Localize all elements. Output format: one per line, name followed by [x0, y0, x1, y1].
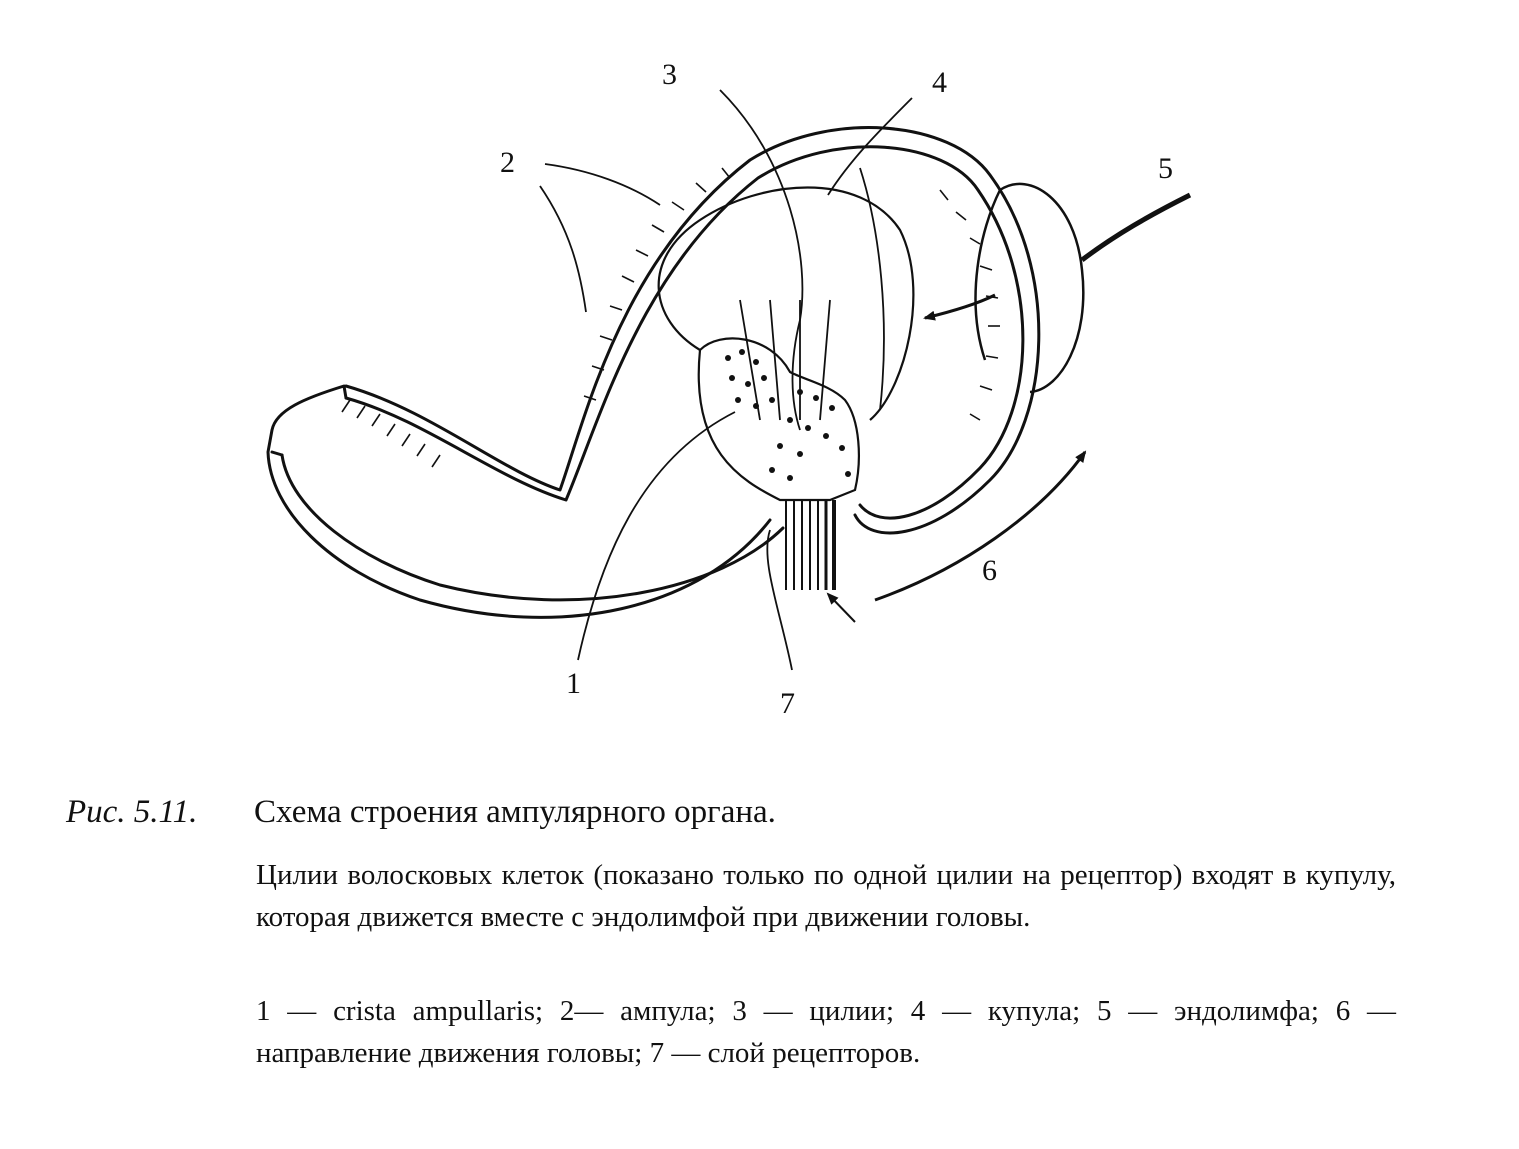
receptor-layer [786, 500, 834, 590]
caption-title: Схема строения ампулярного органа. [254, 794, 776, 830]
caption-description: Цилии волосковых клеток (показано только по одной цилии на рецептор) входят в купулу, которая движется вместе с эндолимфой при движении головы. [256, 859, 1396, 933]
caption-legend: 1 — crista ampullaris; 2— ампула; 3 — цилии; 4 — купула; 5 — эндолимфа; 6 — направление движения головы; 7 — слой рецепторов. [256, 995, 1396, 1069]
figure-caption [66, 790, 1396, 1069]
label-7: 7 [780, 687, 795, 720]
cilia [720, 90, 830, 430]
figure-label: Рис. 5.11. [66, 794, 198, 830]
label-4: 4 [932, 66, 947, 99]
label-1: 1 [566, 667, 581, 700]
cupula [659, 188, 914, 421]
label-3: 3 [662, 58, 677, 91]
endolymph-arrow [1082, 195, 1190, 260]
wall-hatching [342, 168, 1000, 467]
label-5: 5 [1158, 152, 1173, 185]
flow-arrows [828, 195, 1190, 622]
label-6: 6 [982, 554, 997, 587]
receptor-arrow [828, 594, 855, 622]
head-motion-arrow [875, 452, 1085, 600]
label-2: 2 [500, 146, 515, 179]
caption-title-line [66, 790, 1396, 834]
cupula-push-arrow [925, 295, 995, 318]
